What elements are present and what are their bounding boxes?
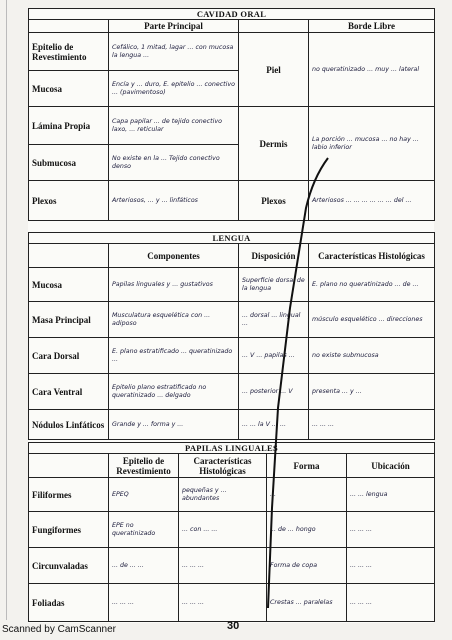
handwritten-cell: Musculatura esquelética con ... adiposo: [109, 302, 239, 338]
handwritten-cell: ... con ... ...: [179, 512, 267, 548]
footer: [0, 620, 452, 640]
row-label: Fungiformes: [29, 512, 109, 548]
handwritten-cell: ... ... ...: [347, 584, 435, 622]
row-label: Epitelio de Revestimiento: [29, 33, 109, 71]
handwritten-cell: Forma de copa: [267, 548, 347, 584]
handwritten-cell: no queratinizado ... muy ... lateral: [309, 33, 435, 107]
row-label: Lámina Propia: [29, 107, 109, 145]
handwritten-cell: ... ... ...: [179, 548, 267, 584]
row-label: Nódulos Linfáticos: [29, 410, 109, 440]
handwritten-cell: La porción ... mucosa ... no hay ... labio inferior: [309, 107, 435, 181]
header-componentes: Componentes: [109, 244, 239, 268]
handwritten-cell: Encía y ... duro, E. epitelio ... conectivo ... (pavimentoso): [109, 71, 239, 107]
row-label: Foliadas: [29, 584, 109, 622]
handwritten-cell: ... V ... papilas ...: [239, 338, 309, 374]
handwritten-cell: ... dorsal ... lingual ...: [239, 302, 309, 338]
page-number: 30: [227, 620, 240, 632]
handwritten-cell: ... ... ...: [347, 548, 435, 584]
row-label: Mucosa: [29, 71, 109, 107]
borde-plexos-label: Plexos: [239, 181, 309, 221]
handwritten-cell: ...: [267, 478, 347, 512]
row-label: Plexos: [29, 181, 109, 221]
header-borde-libre: Borde Libre: [309, 20, 435, 33]
handwritten-cell: Cefálico, 1 mitad, lagar ... con mucosa la lengua ...: [109, 33, 239, 71]
cavidad-oral-title: CAVIDAD ORAL: [29, 9, 435, 20]
handwritten-cell: EPE no queratinizado: [109, 512, 179, 548]
handwritten-cell: ... ... ...: [309, 410, 435, 440]
handwritten-cell: Crestas ... paralelas: [267, 584, 347, 622]
handwritten-cell: Superficie dorsal de la lengua: [239, 268, 309, 302]
handwritten-cell: ... ... la V ... ...: [239, 410, 309, 440]
scanner-watermark: Scanned by CamScanner: [2, 624, 116, 635]
lengua-title: LENGUA: [29, 233, 435, 244]
papilas-table: [28, 442, 435, 622]
handwritten-cell: músculo esquelético ... direcciones: [309, 302, 435, 338]
row-label: Cara Ventral: [29, 374, 109, 410]
header-forma: Forma: [267, 454, 347, 478]
handwritten-cell: EPEQ: [109, 478, 179, 512]
handwritten-cell: ... ... lengua: [347, 478, 435, 512]
row-label: Filiformes: [29, 478, 109, 512]
papilas-title: PAPILAS LINGUALES: [29, 443, 435, 454]
handwritten-cell: Papilas linguales y ... gustativos: [109, 268, 239, 302]
handwritten-cell: Arteriosos, ... y ... linfáticos: [109, 181, 239, 221]
header-caracteristicas: Características Histológicas: [309, 244, 435, 268]
borde-dermis-label: Dermis: [239, 107, 309, 181]
header-caracteristicas: Características Histológicas: [179, 454, 267, 478]
header-disposicion: Disposición: [239, 244, 309, 268]
handwritten-cell: Epitelio plano estratificado no queratinizado ... delgado: [109, 374, 239, 410]
cavidad-oral-table: [28, 8, 435, 221]
handwritten-cell: No existe en la ... Tejido conectivo denso: [109, 145, 239, 181]
row-label: Circunvaladas: [29, 548, 109, 584]
handwritten-cell: Grande y ... forma y ...: [109, 410, 239, 440]
row-label: Cara Dorsal: [29, 338, 109, 374]
handwritten-cell: Arteriosos ... ... ... ... ... ... del ...: [309, 181, 435, 221]
handwritten-cell: ... ... ...: [109, 584, 179, 622]
worksheet: [28, 8, 434, 623]
handwritten-cell: E. plano no queratinizado ... de ...: [309, 268, 435, 302]
handwritten-cell: presenta ... y ...: [309, 374, 435, 410]
handwritten-cell: ... ... ...: [179, 584, 267, 622]
header-ubicacion: Ubicación: [347, 454, 435, 478]
handwritten-cell: E. plano estratificado ... queratinizado ...: [109, 338, 239, 374]
row-label: Submucosa: [29, 145, 109, 181]
page-margin-line: [6, 0, 7, 620]
handwritten-cell: ... posterior ... V: [239, 374, 309, 410]
borde-piel-label: Piel: [239, 33, 309, 107]
lengua-table: [28, 232, 435, 440]
handwritten-cell: no existe submucosa: [309, 338, 435, 374]
handwritten-cell: ... de ... hongo: [267, 512, 347, 548]
handwritten-cell: Capa papilar ... de tejido conectivo laxo, ... reticular: [109, 107, 239, 145]
handwritten-cell: pequeñas y ... abundantes: [179, 478, 267, 512]
handwritten-cell: ... de ... ...: [109, 548, 179, 584]
row-label: Mucosa: [29, 268, 109, 302]
handwritten-cell: ... ... ...: [347, 512, 435, 548]
header-parte-principal: Parte Principal: [109, 20, 239, 33]
row-label: Masa Principal: [29, 302, 109, 338]
header-epitelio: Epitelio de Revestimiento: [109, 454, 179, 478]
